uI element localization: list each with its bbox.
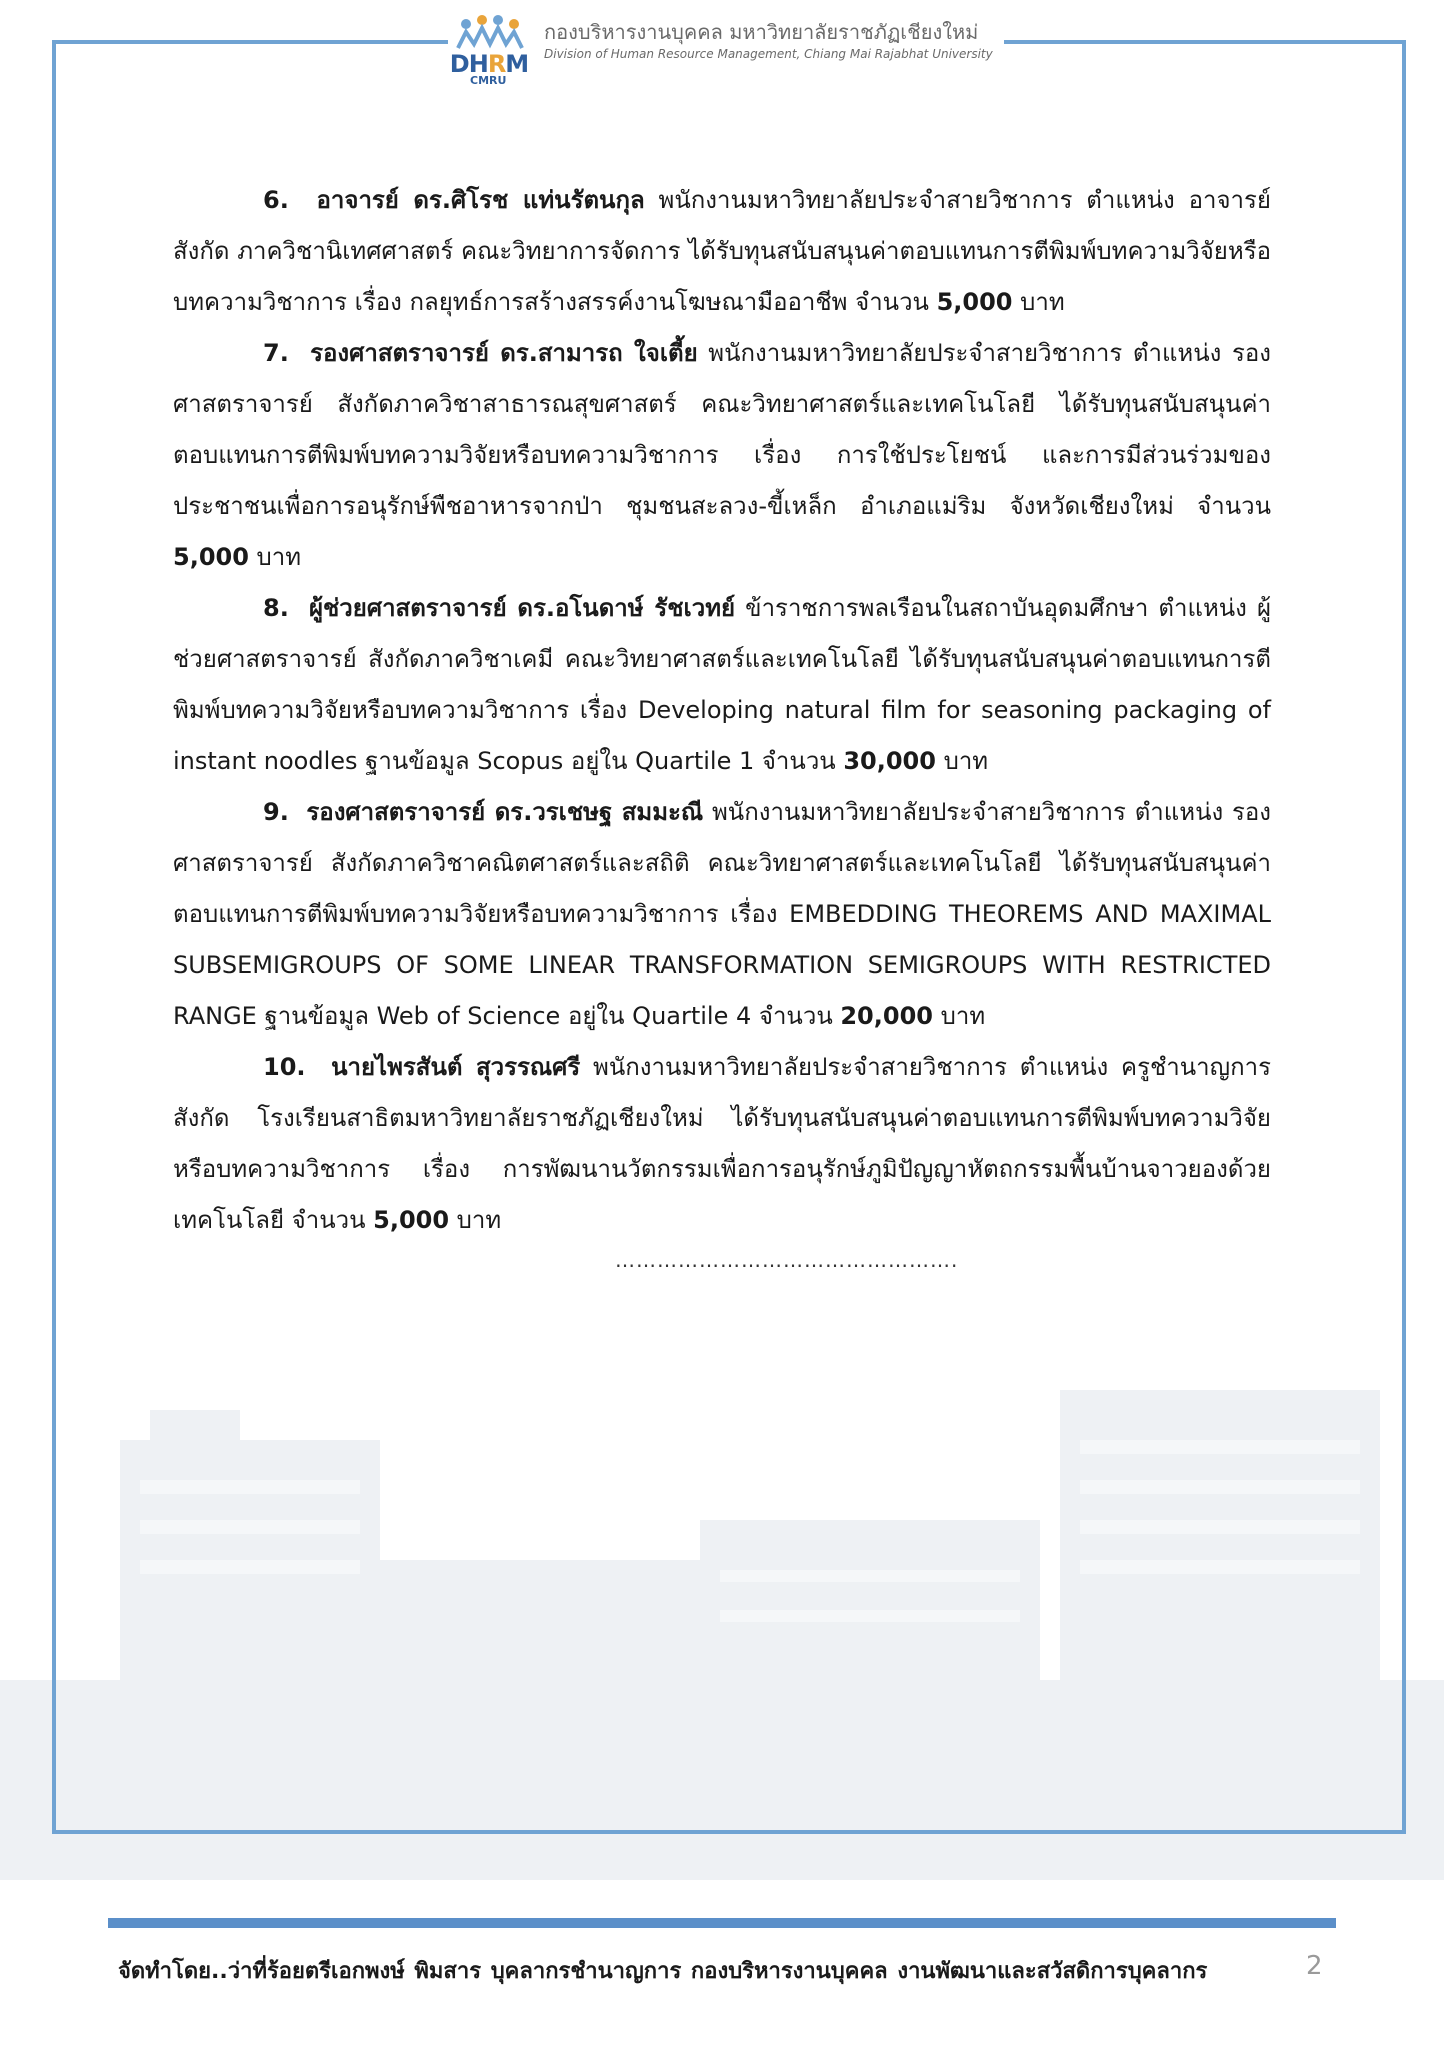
item-description: ข้าราชการพลเรือนในสถาบันอุดมศึกษา ตำแหน่ง ผู้ช่วยศาสตราจารย์ สังกัดภาควิชาเคมี คณะวิทยาศาสตร์และเทคโนโลยี ได้รับทุนสนับสนุนค่าตอบแทนการตีพิมพ์บทความวิจัยหรือบทความวิชาการ เรื่อง Developing natural film for seasoning packaging of instant noodles ฐานข้อมูล Scopus อยู่ใน Quartile 1 จำนวน: [173, 594, 1271, 775]
letterhead: [0, 0, 1444, 90]
item-number: 10.: [263, 1053, 306, 1081]
item-description: พนักงานมหาวิทยาลัยประจำสายวิชาการ ตำแหน่ง อาจารย์ สังกัด ภาควิชานิเทศศาสตร์ คณะวิทยาการจัดการ ได้รับทุนสนับสนุนค่าตอบแทนการตีพิมพ์บทความวิจัยหรือบทความวิชาการ เรื่อง กลยุทธ์การสร้างสรรค์งานโฆษณามืออาชีพ จำนวน: [173, 186, 1271, 316]
item-number: 7.: [263, 339, 289, 367]
currency-unit: บาท: [935, 747, 989, 775]
currency-unit: บาท: [932, 1002, 986, 1030]
grant-amount: 5,000: [373, 1206, 450, 1234]
list-item: [173, 328, 1271, 583]
recipient-name: นายไพรสันต์ สุวรรณศรี: [331, 1053, 581, 1081]
currency-unit: บาท: [248, 543, 302, 571]
item-description: พนักงานมหาวิทยาลัยประจำสายวิชาการ ตำแหน่ง รองศาสตราจารย์ สังกัดภาควิชาสาธารณสุขศาสตร์ คณะวิทยาศาสตร์และเทคโนโลยี ได้รับทุนสนับสนุนค่าตอบแทนการตีพิมพ์บทความวิจัยหรือบทความวิชาการ เรื่อง การใช้ประโยชน์ และการมีส่วนร่วมของประชาชนเพื่อการอนุรักษ์พืชอาหารจากป่า ชุมชนสะลวง-ขี้เหล็ก อำเภอแม่ริม จังหวัดเชียงใหม่ จำนวน: [173, 339, 1271, 520]
currency-unit: บาท: [1012, 288, 1065, 316]
item-number: 6.: [263, 186, 289, 214]
people-icon: [448, 14, 530, 54]
grant-amount: 5,000: [173, 543, 249, 571]
item-description: พนักงานมหาวิทยาลัยประจำสายวิชาการ ตำแหน่ง รองศาสตราจารย์ สังกัดภาควิชาคณิตศาสตร์และสถิติ คณะวิทยาศาสตร์และเทคโนโลยี ได้รับทุนสนับสนุนค่าตอบแทนการตีพิมพ์บทความวิจัยหรือบทความวิชาการ เรื่อง EMBEDDING THEOREMS AND MAXIMAL SUBSEMIGROUPS OF SOME LINEAR TRANSFORMATION SEMIGROUPS WITH RESTRICTED RANGE ฐานข้อมูล Web of Science อยู่ใน Quartile 4 จำนวน: [173, 798, 1272, 1030]
grant-amount: 5,000: [936, 288, 1013, 316]
list-item: [173, 1042, 1271, 1246]
footer-credit: จัดทำโดย..ว่าที่ร้อยตรีเอกพงษ์ พิมสาร บุคลากรชำนาญการ กองบริหารงานบุคคล งานพัฒนาและสวัสดิการบุคลากร: [118, 1959, 1208, 1984]
currency-unit: บาท: [449, 1206, 502, 1234]
item-number: 9.: [263, 798, 289, 826]
grant-amount: 20,000: [840, 1002, 933, 1030]
dhrm-logo: [448, 14, 530, 86]
end-of-document-dots: ………………………………………….: [615, 1248, 959, 1272]
item-number: 8.: [263, 594, 289, 622]
list-item: [173, 583, 1271, 787]
item-description: พนักงานมหาวิทยาลัยประจำสายวิชาการ ตำแหน่ง ครูชำนาญการ สังกัด โรงเรียนสาธิตมหาวิทยาลัยราชภัฏเชียงใหม่ ได้รับทุนสนับสนุนค่าตอบแทนการตีพิมพ์บทความวิจัยหรือบทความวิชาการ เรื่อง การพัฒนานวัตกรรมเพื่อการอนุรักษ์ภูมิปัญญาหัตถกรรมพื้นบ้านจาวยองด้วยเทคโนโลยี จำนวน: [173, 1053, 1271, 1234]
list-item: [173, 175, 1271, 328]
header-rule-right: [990, 40, 1402, 44]
org-name-thai: กองบริหารงานบุคคล มหาวิทยาลัยราชภัฏเชียงใหม่: [544, 20, 979, 44]
list-item: [173, 787, 1271, 1042]
recipient-name: รองศาสตราจารย์ ดร.วรเชษฐ สมมะณี: [306, 798, 704, 826]
recipient-name: อาจารย์ ดร.ศิโรช แท่นรัตนกุล: [316, 186, 645, 214]
footer-rule: [108, 1918, 1336, 1928]
organization-name: [540, 18, 1004, 62]
logo-sub: CMRU: [470, 74, 507, 87]
document-body: [173, 175, 1271, 1246]
org-name-english: Division of Human Resource Management, Chiang Mai Rajabhat University: [544, 47, 993, 61]
recipient-name: ผู้ช่วยศาสตราจารย์ ดร.อโนดาษ์ รัชเวทย์: [308, 594, 736, 622]
page-number: 2: [1306, 1951, 1323, 1981]
recipient-name: รองศาสตราจารย์ ดร.สามารถ ใจเตี้ย: [310, 339, 698, 367]
logo-wordmark: DHRM: [449, 50, 529, 78]
header-rule-left: [52, 40, 452, 44]
grant-amount: 30,000: [843, 747, 936, 775]
